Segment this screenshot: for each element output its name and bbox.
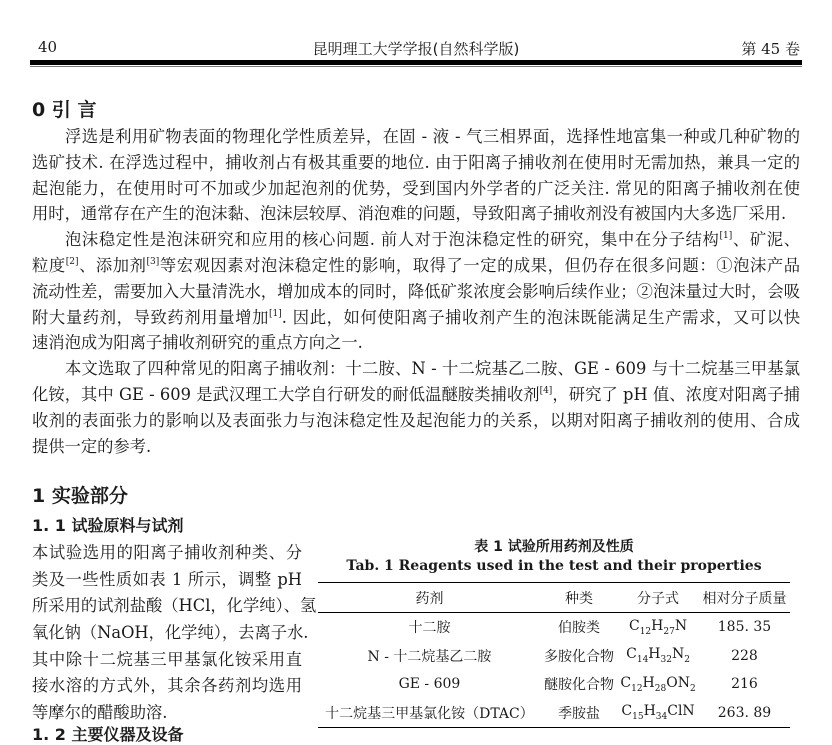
subscript: 12 [639, 626, 652, 637]
cell-reagent: GE - 609 [398, 676, 461, 693]
subscript: 27 [663, 626, 675, 637]
cell-formula: $C_{12}H_{28}ON_2$ [620, 674, 696, 694]
text-line [32, 176, 800, 202]
citation: [1] [719, 231, 733, 242]
cell-type: 季胺盐 [541, 699, 617, 728]
table-header-row [318, 583, 790, 613]
text-line [32, 382, 800, 408]
section-heading-experiment: 1 实验部分 [32, 485, 128, 507]
subscript: 14 [636, 655, 649, 666]
table-row [318, 642, 790, 671]
subscript: 12 [631, 683, 643, 694]
table-caption-en: Tab. 1 Reagents used in the test and their properties [346, 558, 762, 574]
cell-type: 多胺化合物 [544, 648, 615, 665]
subsection-heading-materials: 1. 1 试验原料与试剂 [32, 516, 184, 535]
text-line: 氧化钠（NaOH，化学纯），去离子水. [32, 623, 309, 643]
citation: [2] [65, 256, 79, 267]
text-line [32, 356, 800, 382]
col-header-reagent: 药剂 [318, 583, 541, 613]
text-segment: 、添加剂 [78, 255, 147, 275]
citation: [4] [539, 385, 553, 396]
subscript: 15 [632, 712, 644, 723]
subscript: 2 [684, 655, 690, 666]
volume: 第 45 卷 [741, 40, 800, 58]
text-line [32, 434, 800, 460]
cell-mass: 228 [731, 647, 758, 664]
table-row [318, 613, 790, 642]
text-segment: 泡沫稳定性是泡沫研究和应用的核心问题. 前人对于泡沫稳定性的研究，集中在分子结构 [65, 230, 720, 250]
citation: [1] [269, 308, 282, 319]
text-line [32, 253, 800, 279]
cell-formula: $C_{15}H_{34}ClN$ [617, 699, 699, 728]
subscript: 34 [655, 712, 668, 723]
text-segment: . 因此，如何使阳离子捕收剂产生的泡沫既能满足生产需求，又可以快 [281, 307, 800, 327]
citation: [3] [146, 256, 160, 267]
text-segment: 选矿技术. 在浮选过程中，捕收剂占有极其重要的地位. 由于阳离子捕收剂在使用时无需加热，兼具一定的 [32, 152, 800, 172]
subsection-heading-instruments: 1. 2 主要仪器及设备 [32, 725, 184, 744]
text-segment: 用时，通常存在产生的泡沫黏、泡沫层较厚、消泡难的问题，导致阳离子捕收剂没有被国内大多选厂采用. [32, 204, 787, 224]
text-line [32, 330, 800, 356]
text-line: 接水溶的方式外，其余各药剂均选用 [32, 676, 302, 696]
subscript: 2 [689, 683, 696, 694]
text-line: 所采用的试剂盐酸（HCl，化学纯）、氢 [32, 596, 317, 616]
text-line: 其中除十二烷基三甲基氯化铵采用直 [32, 649, 302, 669]
text-segment: 本文选取了四种常见的阳离子捕收剂：十二胺、N - 十二烷基乙二胺、GE - 609 与十二烷基三甲基氯 [65, 359, 800, 379]
text-line [32, 201, 800, 227]
text-segment: ，研究了 pH 值、浓度对阳离子捕 [552, 384, 800, 404]
text-segment: 化铵，其中 GE - 609 是武汉理工大学自行研发的耐低温醚胺类捕收剂 [32, 384, 540, 404]
cell-formula: $C_{12}H_{27}N$ [628, 617, 688, 637]
col-header-mass: 相对分子质量 [699, 583, 790, 613]
text-line [32, 279, 800, 305]
cell-mass: 185. 35 [717, 619, 772, 636]
text-segment: 等宏观因素对泡沫稳定性的影响，取得了一定的成果，但仍存在很多问题：①泡沫产品 [159, 255, 800, 275]
journal-title: 昆明理工大学学报(自然科学版) [312, 40, 520, 58]
text-segment: 浮选是利用矿物表面的物理化学性质差异，在固 - 液 - 气三相界面，选择性地富集一种或几种矿物的 [65, 127, 800, 146]
subscript: 32 [660, 655, 672, 666]
cell-reagent: N - 十二烷基乙二胺 [367, 648, 492, 665]
text-segment: 起泡能力，在使用时可不加或少加起泡剂的优势，受到国内外学者的广泛关注. 常见的阳离子捕收剂在使 [32, 178, 800, 198]
cell-mass: 263. 89 [699, 699, 790, 728]
subscript: 28 [654, 683, 667, 694]
text-line [32, 305, 800, 331]
page-number: 40 [38, 38, 58, 56]
text-segment: 、矿泥、 [732, 230, 800, 250]
header-rule-thin [30, 66, 802, 67]
text-line: 类及一些性质如表 1 所示，调整 pH [32, 569, 302, 589]
cell-mass: 216 [731, 676, 758, 693]
text-segment: 提供一定的参考. [32, 436, 152, 456]
col-header-type: 种类 [541, 583, 617, 613]
section-heading-introduction: 0 引 言 [32, 99, 97, 121]
introduction-body [32, 124, 800, 459]
text-segment: 粒度 [32, 255, 66, 275]
text-segment: 流动性差，需要加入大量清洗水，增加成本的同时，降低矿浆浓度会影响后续作业；②泡沫量过大时，会吸 [32, 281, 800, 301]
reagents-table [318, 582, 790, 728]
cell-reagent: 十二烷基三甲基氯化铵（DTAC） [318, 699, 541, 728]
text-segment: 收剂的表面张力的影响以及表面张力与泡沫稳定性及起泡能力的关系，以期对阳离子捕收剂的使用、合成 [32, 410, 800, 430]
text-line [32, 227, 800, 253]
cell-type: 醚胺化合物 [544, 677, 615, 694]
cell-type: 伯胺类 [558, 620, 601, 637]
text-line: 等摩尔的醋酸助溶. [32, 703, 168, 723]
table-row [318, 670, 790, 699]
text-line [32, 124, 800, 150]
text-segment: 速消泡成为阳离子捕收剂研究的重点方向之一. [32, 333, 363, 353]
text-segment: 附大量药剂，导致药剂用量增加 [32, 307, 270, 327]
cell-formula: $C_{14}H_{32}N_2$ [626, 646, 690, 666]
text-line: 本试验选用的阳离子捕收剂种类、分 [32, 543, 302, 562]
text-line [32, 150, 800, 176]
header-rule [30, 60, 802, 65]
materials-body [32, 540, 317, 727]
text-line [32, 408, 800, 434]
table-caption-cn: 表 1 试验所用药剂及性质 [474, 539, 634, 555]
table-row [318, 699, 790, 728]
cell-reagent: 十二胺 [408, 620, 451, 637]
col-header-formula: 分子式 [617, 583, 699, 613]
